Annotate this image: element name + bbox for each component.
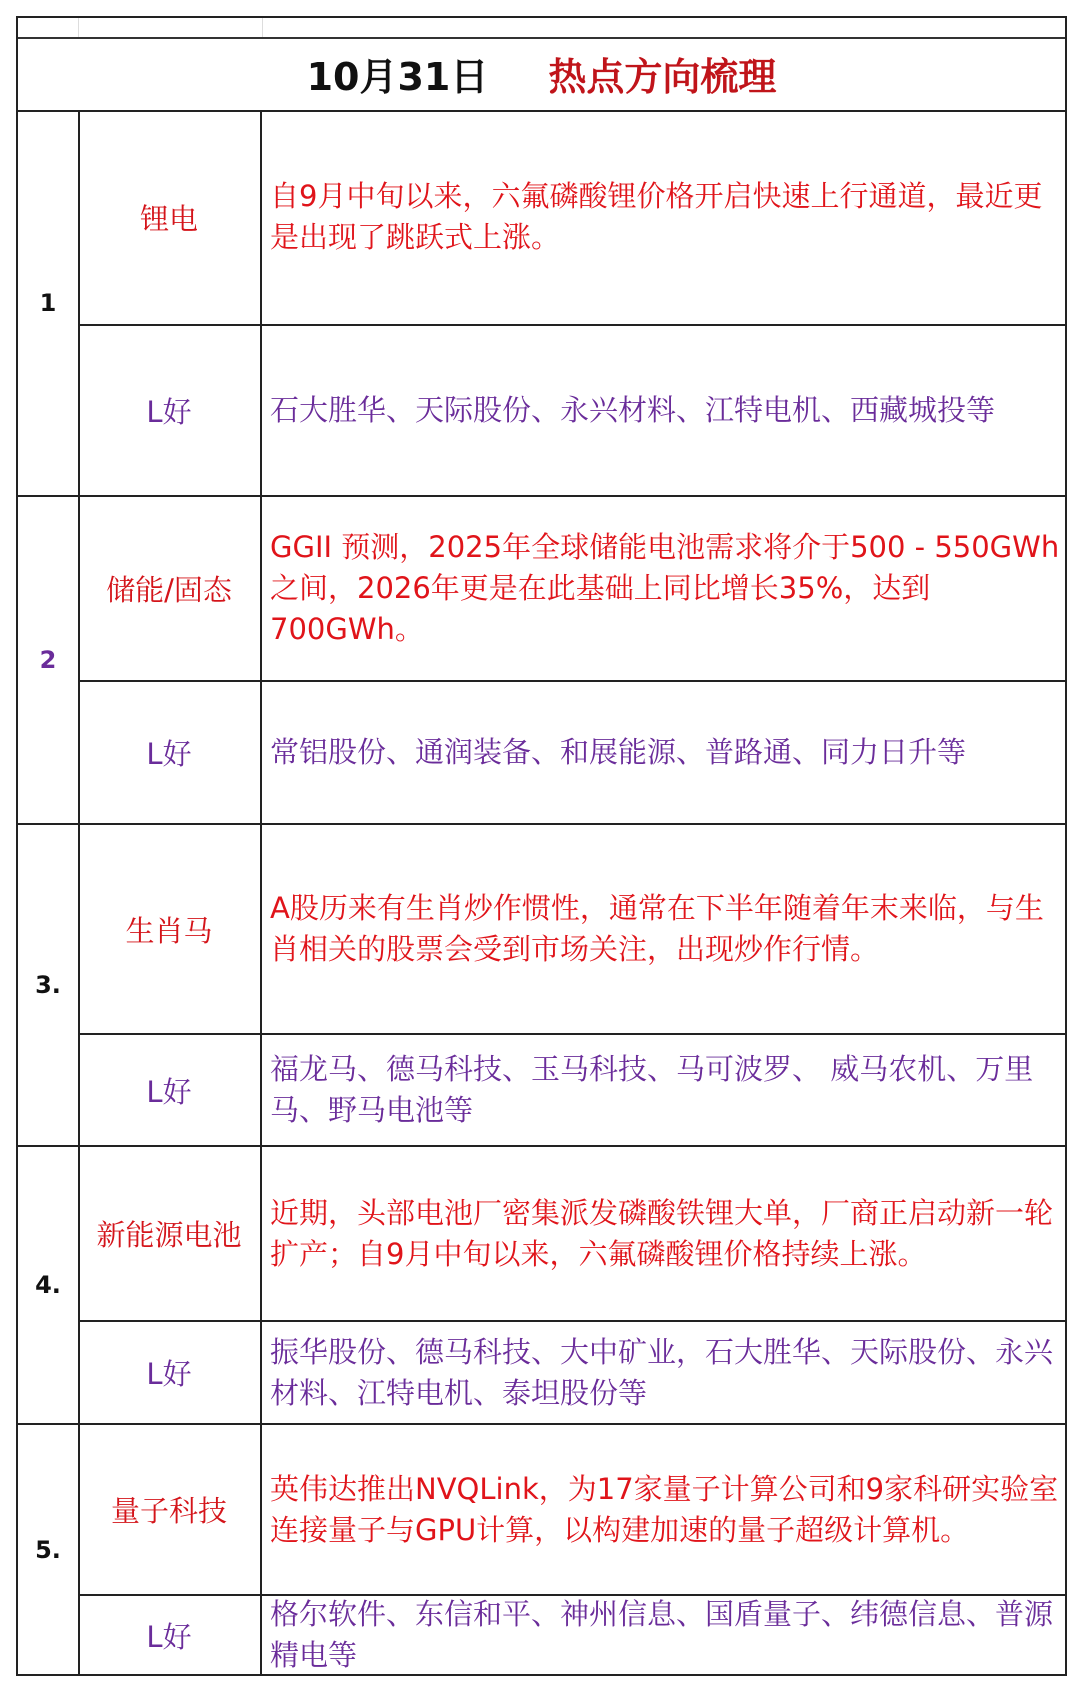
benefit-label: L好 [78, 682, 262, 823]
benefit-stocks [270, 1322, 1061, 1423]
benefit-label: L好 [78, 1322, 262, 1423]
benefit-stocks [270, 326, 1061, 495]
topic-label: 量子科技 [78, 1425, 262, 1594]
benefit-label: L好 [78, 1596, 262, 1674]
desc-text: GGII 预测，2025年全球储能电池需求将介于500 - 550GWh之间，2026年更是在此基础上同比增长35%，达到700GWh。 [270, 530, 1060, 646]
benefit-stocks [270, 1596, 1061, 1674]
topic-label: 新能源电池 [78, 1147, 262, 1320]
benefit-stocks [270, 682, 1061, 823]
desc-text: 近期，头部电池厂密集派发磷酸铁锂大单，厂商正启动新一轮扩产；自9月中旬以来，六氟磷酸锂价格持续上涨。 [270, 1195, 1054, 1271]
topic-row [78, 1147, 1065, 1322]
topic-description [270, 1425, 1061, 1594]
desc-text: 英伟达推出NVQLink，为17家量子计算公司和9家科研实验室连接量子与GPU计算，以构建加速的量子超级计算机。 [270, 1471, 1059, 1547]
stocks-text: 振华股份、德马科技、大中矿业，石大胜华、天际股份、永兴材料、江特电机、泰坦股份等 [270, 1334, 1054, 1410]
group-number: 1 [18, 110, 80, 495]
topic-description [270, 825, 1061, 1033]
hotspot-table [16, 16, 1067, 1676]
topic-description [270, 110, 1061, 324]
group-4 [18, 1147, 1065, 1425]
group-3 [18, 825, 1065, 1147]
topic-row [78, 497, 1065, 682]
topic-row [78, 110, 1065, 326]
group-5 [18, 1425, 1065, 1674]
topic-label: 生肖马 [78, 825, 262, 1033]
stocks-text: 福龙马、德马科技、玉马科技、马可波罗、 威马农机、万里马、野马电池等 [270, 1052, 1034, 1127]
group-number: 4. [18, 1147, 80, 1423]
group-2 [18, 497, 1065, 825]
group-number: 3. [18, 825, 80, 1145]
topic-description [270, 1147, 1061, 1320]
stocks-text: 常铝股份、通润装备、和展能源、普路通、同力日升等 [270, 735, 967, 769]
group-1 [18, 110, 1065, 497]
benefit-label: L好 [78, 326, 262, 495]
group-number: 2 [18, 497, 80, 823]
benefit-stocks [270, 1035, 1061, 1145]
topic-label: 锂电 [78, 110, 262, 324]
header-date: 10月31日 [306, 55, 489, 99]
group-number: 5. [18, 1425, 80, 1674]
topic-row [78, 825, 1065, 1035]
topic-description [270, 497, 1061, 680]
stocks-text: 石大胜华、天际股份、永兴材料、江特电机、西藏城投等 [270, 393, 996, 427]
topic-row [78, 1425, 1065, 1596]
benefit-row [78, 682, 1065, 823]
benefit-label: L好 [78, 1035, 262, 1145]
topic-label: 储能/固态 [78, 497, 262, 680]
desc-text: A股历来有生肖炒作惯性，通常在下半年随着年末来临，与生肖相关的股票会受到市场关注，出现炒作行情。 [270, 891, 1044, 966]
desc-text: 自9月中旬以来，六氟磷酸锂价格开启快速上行通道，最近更是出现了跳跃式上涨。 [270, 179, 1043, 254]
benefit-row [78, 326, 1065, 495]
table-header [18, 37, 1065, 112]
benefit-row [78, 1596, 1065, 1674]
header-title: 热点方向梳理 [548, 55, 777, 99]
benefit-row [78, 1322, 1065, 1423]
benefit-row [78, 1035, 1065, 1145]
stocks-text: 格尔软件、东信和平、神州信息、国盾量子、纬德信息、普源精电等 [270, 1597, 1054, 1672]
top-strip [18, 18, 1065, 39]
